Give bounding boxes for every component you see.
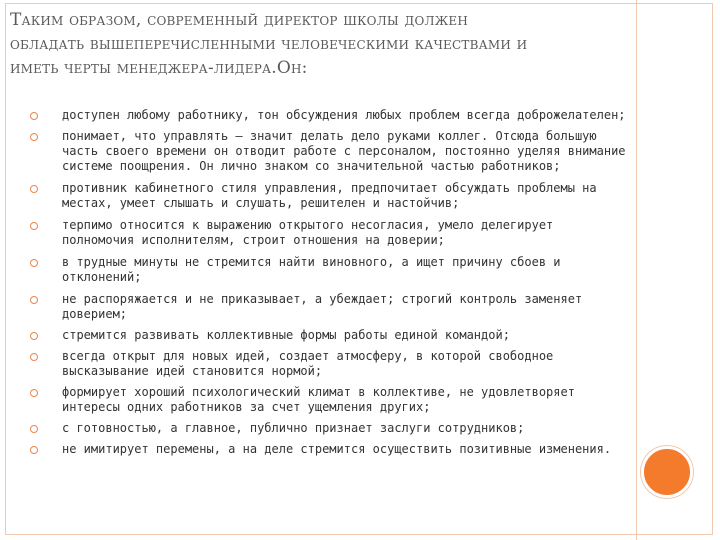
list-item bbox=[10, 255, 630, 285]
list-item-text: в трудные минуты не стремится найти виновного, а ищет причину сбоев и отклонений; bbox=[62, 255, 561, 284]
bullet-icon bbox=[30, 222, 38, 230]
bullet-icon bbox=[30, 332, 38, 340]
right-divider bbox=[636, 0, 637, 540]
list-item-text: с готовностью, а главное, публично признает заслуги сотрудников; bbox=[62, 421, 525, 435]
bullet-icon bbox=[30, 185, 38, 193]
list-item bbox=[10, 442, 630, 457]
qualities-list bbox=[10, 108, 630, 457]
list-item bbox=[10, 421, 630, 436]
bullet-icon bbox=[30, 133, 38, 141]
bullet-icon bbox=[30, 353, 38, 361]
bullet-icon bbox=[30, 296, 38, 304]
list-item bbox=[10, 328, 630, 343]
bullet-icon bbox=[30, 259, 38, 267]
decorative-circle bbox=[641, 446, 693, 498]
list-item bbox=[10, 292, 630, 322]
list-item bbox=[10, 181, 630, 211]
list-item-text: всегда открыт для новых идей, создает атмосферу, в которой свободное высказывание идей становится нормой; bbox=[62, 349, 554, 378]
slide-title bbox=[10, 8, 670, 80]
list-item-text: стремится развивать коллективные формы работы единой командой; bbox=[62, 328, 510, 342]
list-item-text: не имитирует перемены, а на деле стремится осуществить позитивные изменения. bbox=[62, 442, 612, 456]
list-item bbox=[10, 108, 630, 123]
bullet-icon bbox=[30, 112, 38, 120]
list-item-text: формирует хороший психологический климат в коллективе, не удовлетворяет интересы одних работников за счет ущемления других; bbox=[62, 385, 575, 414]
title-line-3: иметь черты менеджера-лидера.Он: bbox=[10, 58, 308, 78]
title-line-2: обладать вышеперечисленными человеческими качествами и bbox=[10, 34, 528, 54]
title-line-1: Таким образом, современный директор школы должен bbox=[10, 10, 469, 30]
list-item-text: терпимо относится к выражению открытого несогласия, умело делегирует полномочия исполнителям, строит отношения на доверии; bbox=[62, 218, 554, 247]
list-item bbox=[10, 218, 630, 248]
list-item bbox=[10, 129, 630, 174]
list-item-text: понимает, что управлять – значит делать дело руками коллег. Отсюда большую часть своего времени он отводит работе с персоналом, постоянно уделяя внимание системе поощрения. Он лично знаком со значительной частью работников; bbox=[62, 129, 626, 173]
bullet-icon bbox=[30, 389, 38, 397]
list-item-text: не распоряжается и не приказывает, а убеждает; строгий контроль заменяет доверием; bbox=[62, 292, 583, 321]
bullet-icon bbox=[30, 425, 38, 433]
list-item bbox=[10, 385, 630, 415]
list-item-text: противник кабинетного стиля управления, предпочитает обсуждать проблемы на местах, умеет слышать и слушать, решителен и настойчив; bbox=[62, 181, 597, 210]
bullet-icon bbox=[30, 446, 38, 454]
list-item bbox=[10, 349, 630, 379]
list-item-text: доступен любому работнику, тон обсуждения любых проблем всегда доброжелателен; bbox=[62, 108, 626, 122]
